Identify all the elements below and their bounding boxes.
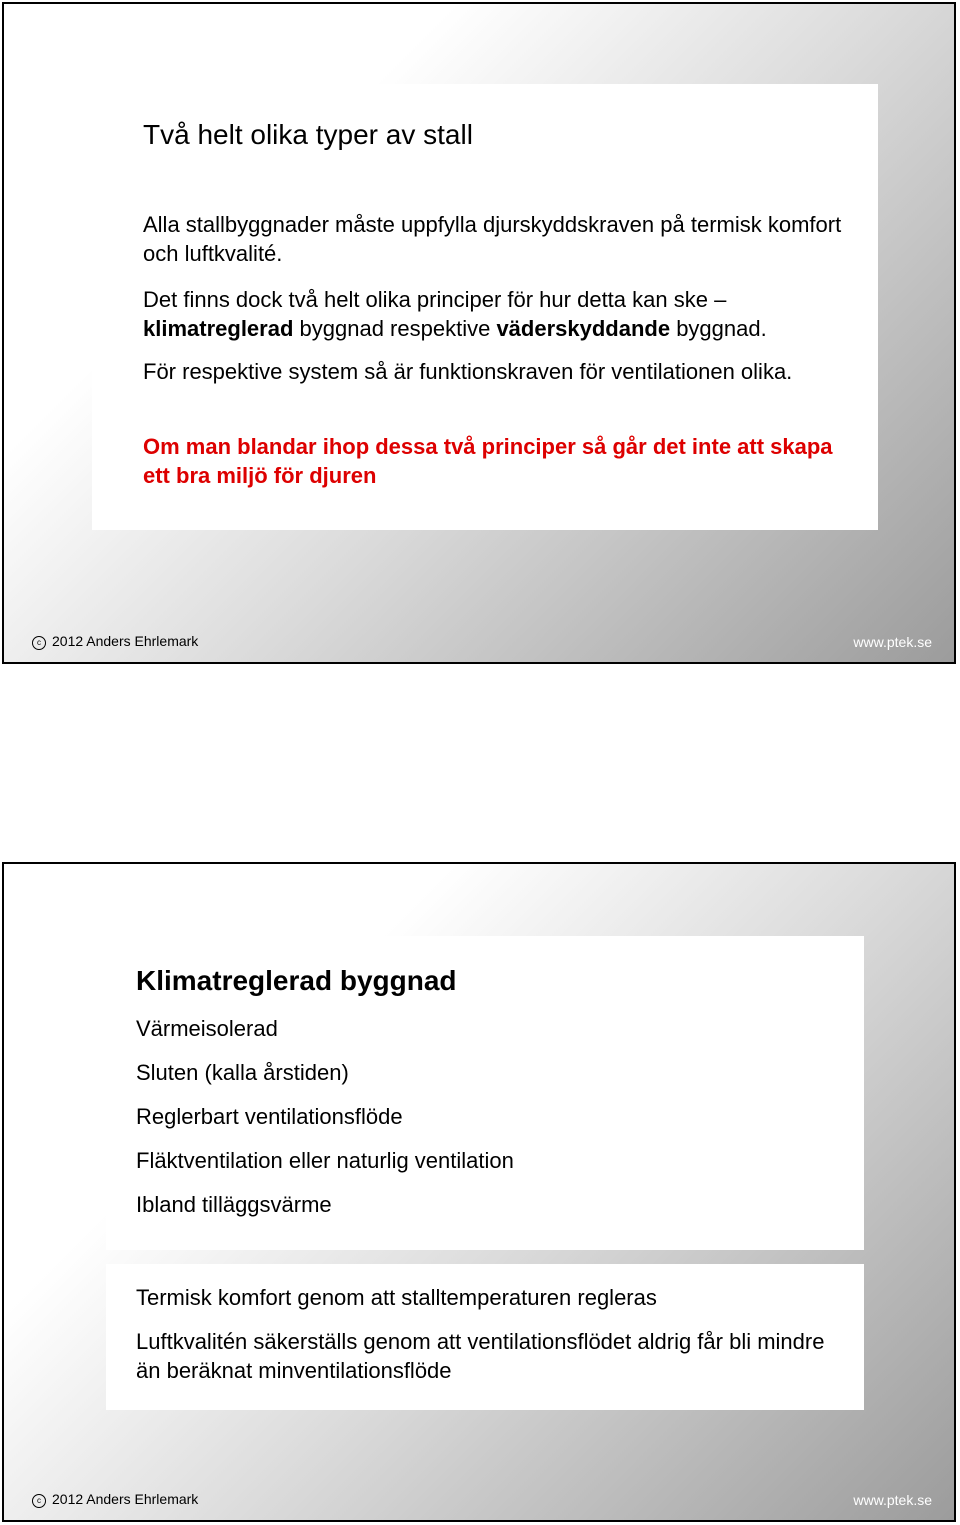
list-item: Fläktventilation eller naturlig ventilation <box>136 1148 514 1173</box>
list-item: Termisk komfort genom att stalltemperaturen regleras <box>136 1285 657 1310</box>
slide-title: Två helt olika typer av stall <box>143 119 473 150</box>
copyright-text: 2012 Anders Ehrlemark <box>52 633 199 649</box>
principle-weather-protecting: väderskyddande <box>496 316 671 341</box>
copyright-icon: c <box>32 636 46 650</box>
principle-climate-controlled: klimatreglerad <box>143 316 294 341</box>
footer-copyright <box>32 1491 198 1508</box>
footer-website: www.ptek.se <box>853 634 932 650</box>
footer-copyright <box>32 633 198 650</box>
list-item: Luftkvalitén säkerställs genom att ventilationsflödet aldrig får bli mindre än beräknat minventilationsflöde <box>136 1329 825 1383</box>
list-item: Sluten (kalla årstiden) <box>136 1060 349 1085</box>
principles-text-end: byggnad. <box>670 316 767 341</box>
paragraph-requirements-differ: För respektive system så är funktionskraven för ventilationen olika. <box>143 359 793 384</box>
principles-text-start: Det finns dock två helt olika principer för hur detta kan ske – <box>143 287 727 312</box>
copyright-icon: c <box>32 1494 46 1508</box>
slide-2 <box>2 862 956 1522</box>
paragraph-principles <box>143 285 853 343</box>
list-item: Reglerbart ventilationsflöde <box>136 1104 403 1129</box>
list-item: Ibland tilläggsvärme <box>136 1192 332 1217</box>
section-heading: Klimatreglerad byggnad <box>136 965 457 996</box>
list-item: Värmeisolerad <box>136 1016 278 1041</box>
copyright-text: 2012 Anders Ehrlemark <box>52 1491 199 1507</box>
slide-1 <box>2 2 956 664</box>
paragraph-requirements: Alla stallbyggnader måste uppfylla djurskyddskraven på termisk komfort och luftkvalité. <box>143 212 842 266</box>
principles-text-mid: byggnad respektive <box>293 316 497 341</box>
footer-website: www.ptek.se <box>853 1492 932 1508</box>
paragraph-warning: Om man blandar ihop dessa två principer så går det inte att skapa ett bra miljö för djuren <box>143 434 833 488</box>
